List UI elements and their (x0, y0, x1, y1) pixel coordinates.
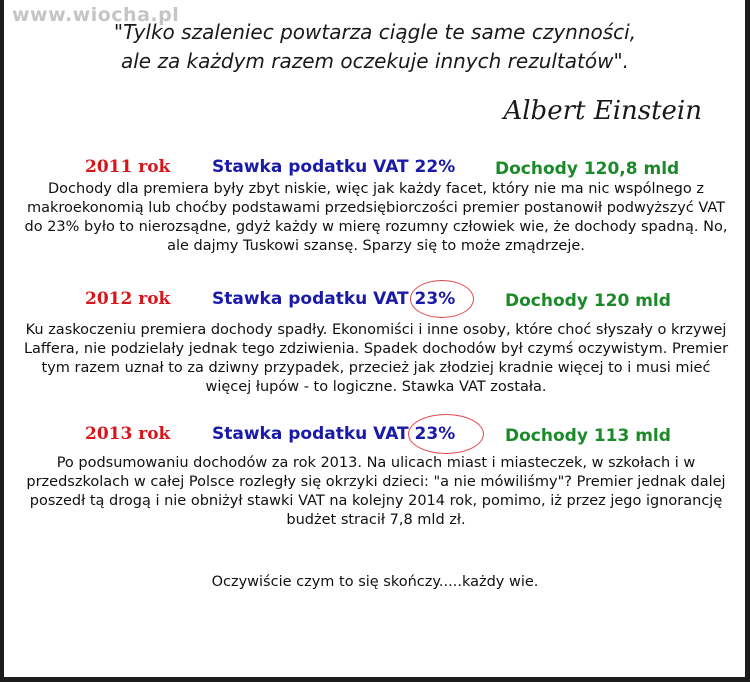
section-year: 2013 rok (85, 424, 171, 444)
watermark: www.wiocha.pl (12, 4, 180, 26)
section-income: Dochody 120,8 mld (495, 159, 680, 179)
section-vat-rate: Stawka podatku VAT 23% (212, 289, 456, 309)
highlight-circle (410, 280, 474, 318)
section-vat-rate: Stawka podatku VAT 22% (212, 157, 456, 177)
closing-text: Oczywiście czym to się skończy.....każdy wie. (211, 574, 539, 590)
highlight-circle (408, 414, 484, 454)
section-vat-rate: Stawka podatku VAT 23% (212, 424, 456, 444)
section-text: Po podsumowaniu dochodów za rok 2013. Na ulicach miast i miasteczek, w szkołach i w przedszkolach w całej Polsce rozległy się okrzyki dzieci: "a nie mówiliśmy"? Premier jednak dalej poszedł tą drogą i nie obniżył stawki VAT na kolejny 2014 rok, pomimo, iż przez jego ignorancję budżet stracił 7,8 mld zł. (26, 455, 726, 528)
section-text: Ku zaskoczeniu premiera dochody spadły. Ekonomiści i inne osoby, które choć słyszały o krzywej Laffera, nie podzielały jednak tego zdziwienia. Spadek dochodów był czymś oczywistym. Premier tym razem uznał to za dziwny przypadek, przecież jak złodziej kradnie więcej to i musi mieć więcej łupów - to logiczne. Stawka VAT została. (23, 322, 729, 395)
quote-author: Albert Einstein (503, 96, 702, 126)
section-income: Dochody 120 mld (505, 291, 671, 311)
quote-line-1: "Tylko szaleniec powtarza ciągle te same czynności, (113, 20, 637, 44)
section-year: 2012 rok (85, 289, 171, 309)
section-year: 2011 rok (85, 157, 171, 177)
quote (0, 18, 750, 76)
section-text: Dochody dla premiera były zbyt niskie, więc jak każdy facet, który nie ma nic wspólnego z makroekonomią lub choćby podstawami przedsiębiorczości premier postanowił podwyższyć VAT do 23% było to nierozsądne, gdyż każdy w mierę rozumny człowiek wie, że dochody spadną. No, ale dajmy Tuskowi szansę. Sparzy się to może zmądrzeje. (24, 181, 728, 254)
section-income: Dochody 113 mld (505, 426, 671, 446)
quote-line-2: ale za każdym razem oczekuje innych rezultatów". (120, 49, 630, 73)
frame-bottom-border (0, 677, 750, 682)
